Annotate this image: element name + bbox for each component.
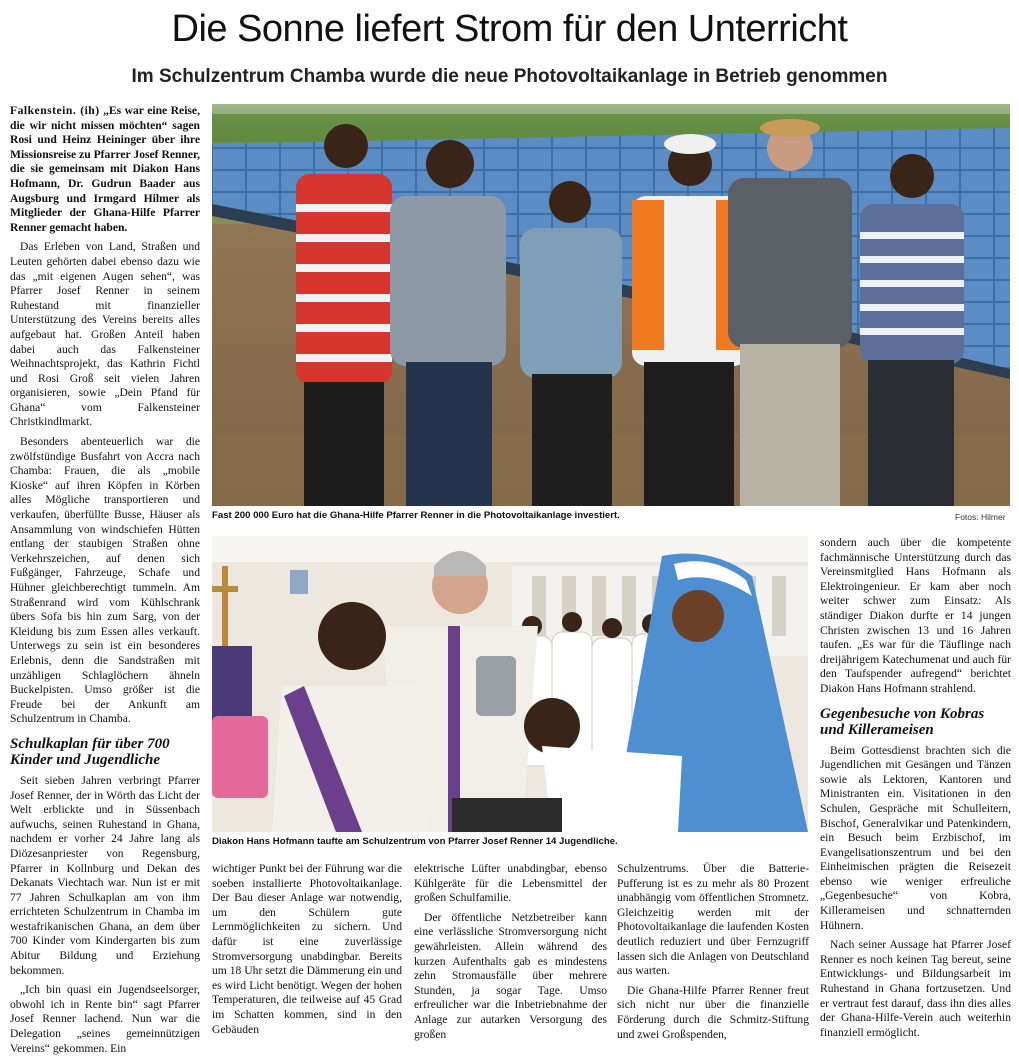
column-1 <box>10 104 200 1055</box>
paragraph: Die Ghana-Hilfe Pfarrer Renner freut sich nicht nur über die finanzielle Förderung durch die Schmitz-Stiftung und zwei Großspenden, <box>617 983 809 1041</box>
lead-paragraph <box>10 104 200 235</box>
paragraph: „Ich bin quasi ein Jugendseelsorger, obwohl ich in Rente bin“ sagt Pfarrer Josef Renner lachend. Nun war die Delegation „seines gemeinnützigen Vereins“ gekommen. Ein <box>10 983 200 1055</box>
lead-text: „Es war eine Reise, die wir nicht missen möchten“ sagen Rosi und Heinz Heininger über ihre Missionsreise zu Pfarrer Josef Renner, die sie gemeinsam mit Diakon Hans Hofmann, Dr. Gudrun Baader aus Augsburg und Irmgard Hilmer als Mitglieder der Ghana-Hilfe Pfarrer Renner gemacht haben. <box>10 104 200 234</box>
section-heading: Schulkaplan für über 700 Kinder und Jugendliche <box>10 735 170 768</box>
paragraph: Schulzentrums. Über die Batterie-Pufferung ist es zu mehr als 80 Prozent unabhängig vom öffentlichen Stromnetz. Gleichzeitig werden mit der Photovoltaikanlage die laufenden Kosten deutlich reduziert und über Fernzugriff lassen sich die Anlagen von Deutschland aus warten. <box>617 862 809 978</box>
paragraph: Der öffentliche Netzbetreiber kann eine verlässliche Stromversorgung nicht gewährleisten. Allein während des kurzen Aufenthalts gab es mindestens zehn Stromausfälle über mehrere Stunden, ja sogar Tage. Umso erfreulicher war die Inbetriebnahme der Anlage zur autarken Versorgung des großen <box>414 910 607 1041</box>
photo-credit: Fotos: Hilmer <box>955 512 1006 522</box>
column-4 <box>617 862 809 1041</box>
paragraph: Beim Gottesdienst brachten sich die Jugendlichen mit Gesängen und Tänzen sowie als Lektoren, Kantoren und Ministranten ein. Visitationen in den Schulen, Gespräche mit Schulleitern, Bischof, Generalvikar und Patenkindern, ein Besuch beim Erzbischof, im Evangelisationszentrum und bei den Einheimischen prägten die Reisezeit ebenso wie weniger erfreuliche „Gegenbesuche“ von Kobra, Killerameisen und schnatternden Hühnern. <box>820 743 1011 932</box>
subheadline: Im Schulzentrum Chamba wurde die neue Photovoltaikanlage in Betrieb genommen <box>131 66 888 87</box>
section-heading: Gegenbesuche von Kobras und Killerameisen <box>820 705 985 738</box>
paragraph: Das Erleben von Land, Straßen und Leuten gehörten dabei ebenso dazu wie das „mit eigenen Augen sehen“, was Pfarrer Josef Renner in seinem Ruhestand mit finanzieller Unterstützung des Vereins bereits alles aufgebaut hat. Großen Anteil haben dabei auch das Falkensteiner Weihnachtsprojekt, das Kathrin Fichtl und Rosi Groß seit vielen Jahren organisieren, sowie „Dein Pfand für Ghana“ vom Falkensteiner Christkindlmarkt. <box>10 240 200 429</box>
headline: Die Sonne liefert Strom für den Unterricht <box>171 8 848 50</box>
bottom-photo-caption: Diakon Hans Hofmann taufte am Schulzentrum von Pfarrer Josef Renner 14 Jugendliche. <box>212 836 618 847</box>
paragraph: sondern auch über die kompetente fachmännische Unterstützung durch das Vereinsmitglied Hans Hofmann als Elektroingenieur. Er kam aber noch weiter schwer zum Einsatz: Als ständiger Diakon durfte er 14 jungen Christen zwischen 13 und 16 Jahren taufen. „Es war für die Täuflinge nach dreijährigem Katechumenat und auch für den Taufspender aufregend“ berichtet Diakon Hans Hofmann strahlend. <box>820 536 1011 695</box>
dateline: Falkenstein. (ih) <box>10 104 100 117</box>
paragraph: Besonders abenteuerlich war die zwölfstündige Busfahrt von Accra nach Chamba: Frauen, die als „mobile Kioske“ auf ihren Köpfen in Körben alles Mögliche transportieren und verkaufen, überfüllte Busse, Häuser als Ansammlung von windschiefen Hütten entlang der staubigen Straßen ohne Verkehrszeichen, auf denen sich Fußgänger, Fahrzeuge, Schafe und Hühner gleichberechtigt tummeln. Am Straßenrand wird vom Kühlschrank übers Sofa bis hin zum Sarg, von der Kleidung bis zum Essen alles verkauft. Unterwegs zu sein ist ein besonderes Erlebnis, denn die Sandstraßen mit unzähligen Schlaglöchern ähneln Buckelpisten. Umso größer ist die Freude bei der Ankunft am Schulzentrum in Chamba. <box>10 435 200 726</box>
solar-panel-group-photo <box>212 104 1010 506</box>
baptism-photo <box>212 536 808 832</box>
paragraph: elektrische Lüfter unabdingbar, ebenso Kühlgeräte für die Lebensmittel der großen Schulfamilie. <box>414 862 607 905</box>
column-5 <box>820 536 1011 1039</box>
paragraph: Nach seiner Aussage hat Pfarrer Josef Renner es noch keinen Tag bereut, seine Entwicklungs- und Bildungsarbeit im Ruhestand in Ghana fortzusetzen. Und er vertraut fest darauf, dass ihn dies alles der Ghana-Hilfe-Verein auch weiterhin finanziell ermöglicht. <box>820 938 1011 1039</box>
column-3 <box>414 862 607 1041</box>
paragraph: wichtiger Punkt bei der Führung war die soeben installierte Photovoltaikanlage. Der Bau dieser Anlage war notwendig, um den Schülern gute Lernmöglichkeiten zu sichern. Und dafür ist eine zuverlässige Stromversorgung unabdingbar. Bereits um 18 Uhr setzt die Dämmerung ein und es wird Licht benötigt. Wegen der hohen Temperaturen, die teilweise auf 45 Grad im Schatten kommen, sind in den Gebäuden <box>212 862 402 1036</box>
top-photo-caption: Fast 200 000 Euro hat die Ghana-Hilfe Pfarrer Renner in die Photovoltaikanlage investiert. <box>212 510 620 521</box>
paragraph: Seit sieben Jahren verbringt Pfarrer Josef Renner, der in Wörth das Licht der Welt erblickte und in Süssenbach aufwuchs, seinen Ruhestand in Ghana, nachdem er vorher 24 Jahre lang als Diözesanpriester von Regensburg, Pfarrer in Kollnburg und Dekan des Dekanats Viechtach war. Nun ist er mit 77 Jahren Schulkaplan am von ihm errichteten Schulzentrum in Chamba im westafrikanischen Ghana, an dem über 700 Kinder vom Kindergarten bis zum Abitur Bildung und Erziehung bekommen. <box>10 773 200 977</box>
column-2 <box>212 862 402 1036</box>
